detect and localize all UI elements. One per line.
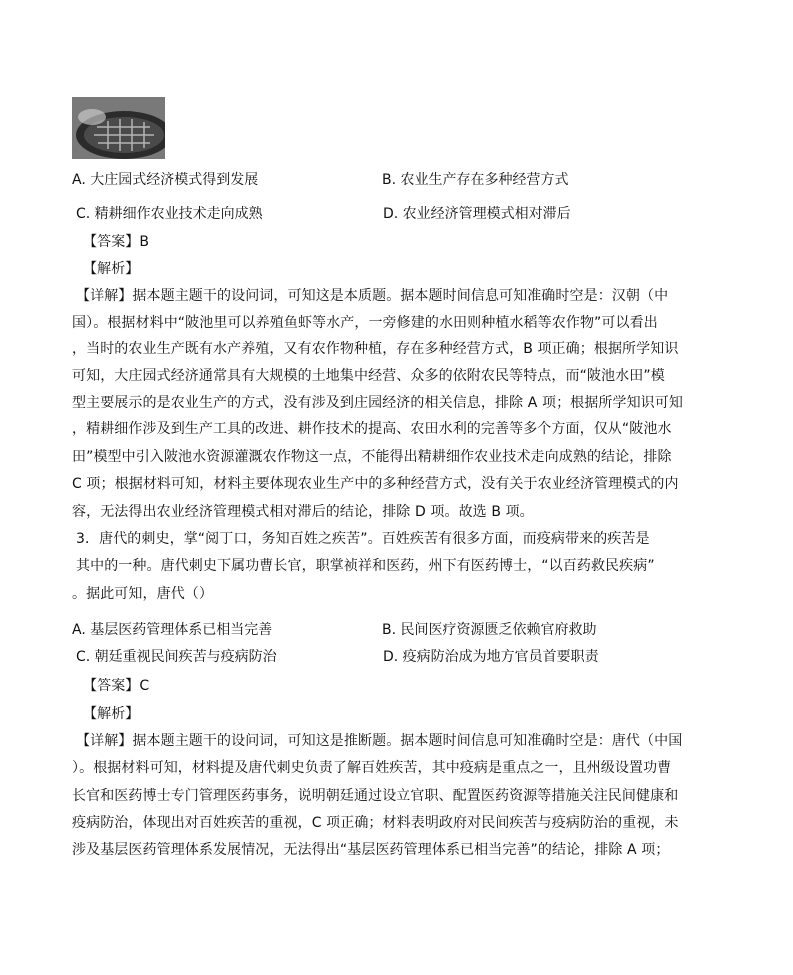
q3-stem-line: 。据此可知，唐代（） <box>72 586 213 602</box>
q2-detail-line: 【详解】据本题主题干的设问词，可知这是本质题。据本题时间信息可知准确时空是：汉朝（中 <box>76 288 669 304</box>
q2-detail-line: 可知，大庄园式经济通常具有大规模的土地集中经营、众多的依附农民等特点，而“陂池水田”模 <box>72 368 665 384</box>
q2-detail-line: ，精耕细作涉及到生产工具的改进、耕作技术的提高、农田水利的完善等多个方面，仅从“陂池水 <box>72 421 672 437</box>
q3-answer: 【答案】C <box>83 678 150 694</box>
q2-option-a: A. 大庄园式经济模式得到发展 <box>72 172 259 188</box>
q3-stem-line: 3．唐代的刺史，掌“阅丁口，务知百姓之疾苦”。百姓疾苦有很多方面，而疫病带来的疾苦是 <box>76 531 650 547</box>
q3-detail-line: 长官和医药博士专门管理医药事务，说明朝廷通过设立官职、配置医药资源等措施关注民间健康和 <box>72 788 679 804</box>
q2-detail-line: 容，无法得出农业经济管理模式相对滞后的结论，排除 D 项。故选 B 项。 <box>72 504 534 520</box>
q2-detail-line: 田”模型中引入陂池水资源灌溉农作物这一点，不能得出精耕细作农业技术走向成熟的结论，排除 <box>72 449 672 465</box>
q2-option-b: B. 农业生产存在多种经营方式 <box>382 172 569 188</box>
q3-option-a: A. 基层医药管理体系已相当完善 <box>72 622 273 638</box>
q3-stem-line: 其中的一种。唐代刺史下属功曹长官，职掌祯祥和医药，州下有医药博士，“以百药救民疾病” <box>76 558 655 574</box>
q2-analysis-label: 【解析】 <box>83 261 140 277</box>
q3-detail-line: ）。根据材料可知，材料提及唐代刺史负责了解百姓疾苦，其中疫病是重点之一，且州级设置功曹 <box>72 760 672 776</box>
q2-option-c: C. 精耕细作农业技术走向成熟 <box>76 206 263 222</box>
q2-detail-line: C 项；根据材料可知，材料主要体现农业生产中的多种经营方式，没有关于农业经济管理模式的内 <box>72 476 679 492</box>
pond-field-model-photo <box>72 97 165 159</box>
q2-detail-line: 国）。根据材料中“陂池里可以养殖鱼虾等水产，一旁修建的水田则种植水稻等农作物”可以看出 <box>72 315 658 331</box>
q2-answer: 【答案】B <box>83 234 150 250</box>
q3-detail-line: 【详解】据本题主题干的设问词，可知这是推断题。据本题时间信息可知准确时空是：唐代（中国 <box>76 733 683 749</box>
q2-option-d: D. 农业经济管理模式相对滞后 <box>383 206 571 222</box>
q2-detail-line: ，当时的农业生产既有水产养殖，又有农作物种植，存在多种经营方式，B 项正确；根据所学知识 <box>72 341 679 357</box>
q3-option-d: D. 疫病防治成为地方官员首要职责 <box>383 649 599 665</box>
q3-detail-line: 涉及基层医药管理体系发展情况，无法得出“基层医药管理体系已相当完善”的结论，排除 A 项； <box>72 842 670 858</box>
q3-detail-line: 疫病防治，体现出对百姓疾苦的重视，C 项正确；材料表明政府对民间疾苦与疫病防治的重视，未 <box>72 815 679 831</box>
q3-option-c: C. 朝廷重视民间疾苦与疫病防治 <box>76 649 277 665</box>
q3-option-b: B. 民间医疗资源匮乏依赖官府救助 <box>382 622 597 638</box>
q3-analysis-label: 【解析】 <box>83 706 140 722</box>
q2-detail-line: 型主要展示的是农业生产的方式，没有涉及到庄园经济的相关信息，排除 A 项；根据所学知识可知 <box>72 395 683 411</box>
